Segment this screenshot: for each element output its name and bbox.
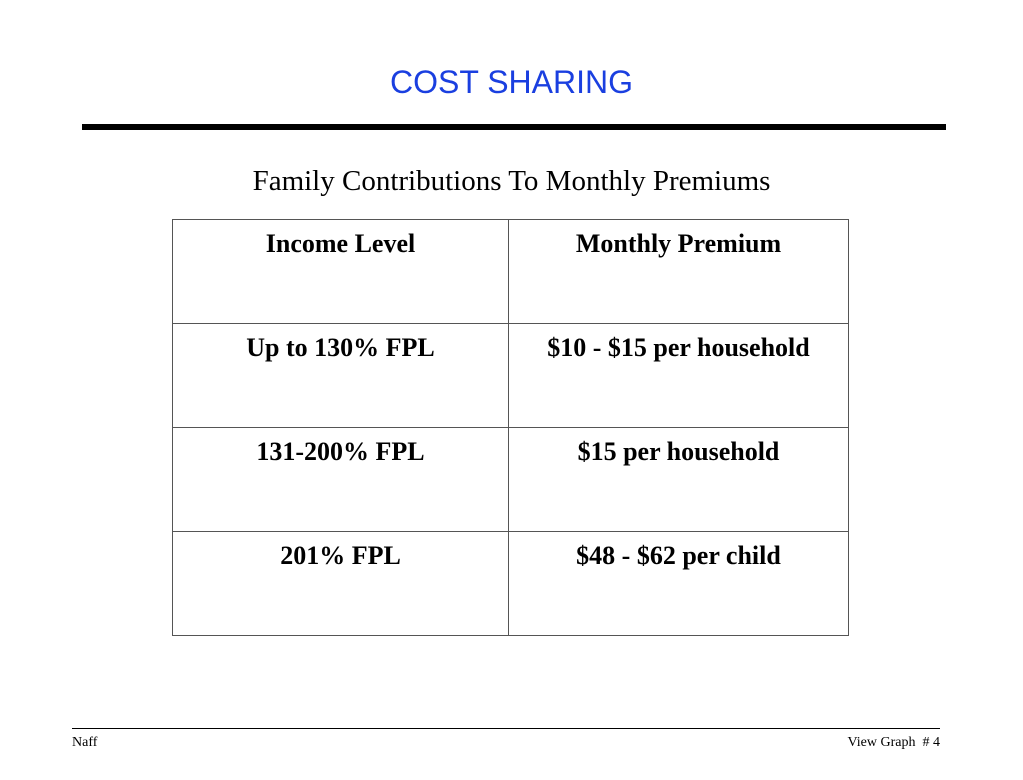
footer-author: Naff [72, 735, 98, 750]
footer-divider [72, 728, 940, 729]
footer-page-label: View Graph # 4 [847, 735, 940, 750]
table-row [173, 324, 849, 428]
premium-table [172, 219, 849, 636]
income-level-cell: Up to 130% FPL [173, 324, 509, 428]
slide-title: COST SHARING [390, 64, 633, 100]
monthly-premium-cell: $10 - $15 per household [509, 324, 849, 428]
column-header-income-level: Income Level [173, 220, 509, 324]
income-level-cell: 201% FPL [173, 532, 509, 636]
table-header-row [173, 220, 849, 324]
table-caption: Family Contributions To Monthly Premiums [252, 165, 771, 197]
table-row [173, 532, 849, 636]
table-row [173, 428, 849, 532]
monthly-premium-cell: $15 per household [509, 428, 849, 532]
income-level-cell: 131-200% FPL [173, 428, 509, 532]
monthly-premium-cell: $48 - $62 per child [509, 532, 849, 636]
column-header-monthly-premium: Monthly Premium [509, 220, 849, 324]
title-divider [82, 124, 946, 130]
